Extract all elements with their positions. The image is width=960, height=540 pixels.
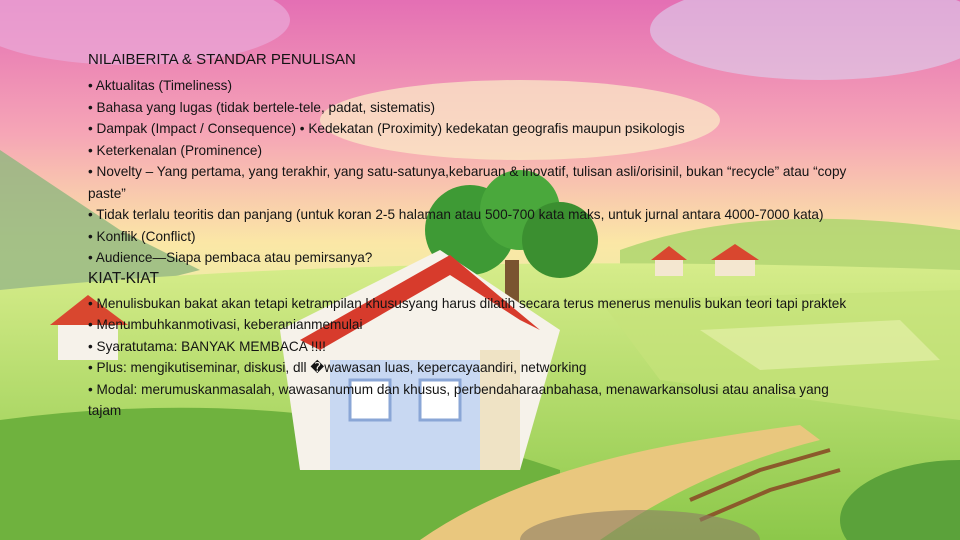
heading-kiat-kiat: KIAT-KIAT (88, 269, 159, 287)
list-item: • Novelty – Yang pertama, yang terakhir, yang satu-satunya,kebaruan & inovatif, tulisan asli/orisinil, bukan “recycle” atau “copy paste” (88, 164, 847, 201)
list-item: • Keterkenalan (Prominence) (88, 142, 263, 158)
list-item: • Menumbuhkanmotivasi, keberanianmemulai (88, 317, 363, 332)
list-item: • Tidak terlalu teoritis dan panjang (untuk koran 2-5 halaman atau 500-700 kata maks, untuk jurnal antara 4000-7000 kata) (88, 207, 824, 222)
list-item: • Dampak (Impact / Consequence) • Kedekatan (Proximity) kedekatan geografis maupun psikologis (88, 121, 685, 136)
list-item: • Audience—Siapa pembaca atau pemirsanya? (88, 250, 373, 265)
list-item: • Aktualitas (Timeliness) (88, 78, 233, 93)
list-item: • Menulisbukan bakat akan tetapi ketrampilan khususyang harus dilatih secara terus menerus menulis bukan teori tapi praktek (88, 295, 847, 311)
list-item: • Bahasa yang lugas (tidak bertele-tele, padat, sistematis) (88, 99, 436, 115)
heading-nilai-berita: NILAIBERITA & STANDAR PENULISAN (88, 51, 356, 68)
list-item: • Syaratutama: BANYAK MEMBACA !!!! (88, 338, 326, 354)
list-item: • Plus: mengikutiseminar, diskusi, dll �wawasan luas, kepercayaandiri, networking (88, 360, 587, 375)
list-item: • Modal: merumuskanmasalah, wawasanumum dan khusus, perbendaharaanbahasa, menawarkansolusi atau analisa yang tajam (88, 381, 829, 418)
list-item: • Konflik (Conflict) (88, 228, 196, 244)
slide-content (88, 50, 858, 422)
